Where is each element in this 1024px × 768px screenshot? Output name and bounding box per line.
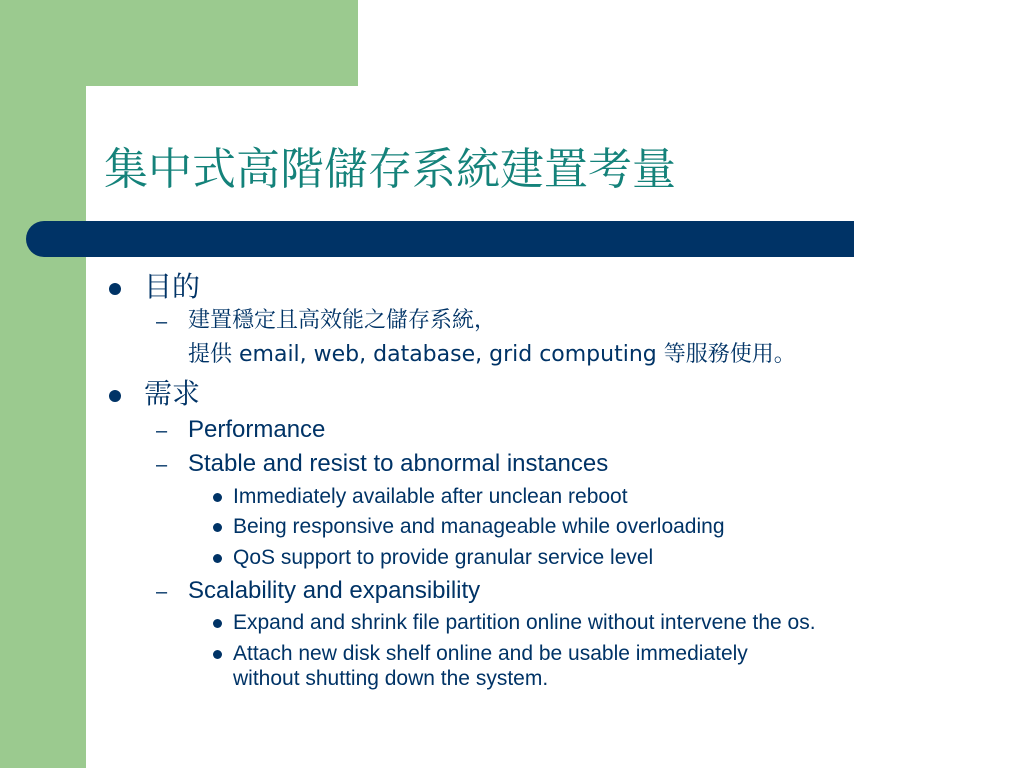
item-attach-disk: Attach new disk shelf online and be usable immediately <box>233 642 748 665</box>
bullet-dot <box>213 493 222 502</box>
sub-bullet-performance: Performance <box>188 416 326 443</box>
sub-bullet-purpose-line1: 建置穩定且高效能之儲存系統， <box>188 308 497 333</box>
dash-marker: – <box>156 454 168 476</box>
item-attach-disk-cont: without shutting down the system. <box>233 667 549 690</box>
bullet-dot <box>213 619 222 628</box>
dash-marker: – <box>156 581 168 603</box>
bullet-requirements: 需求 <box>144 377 201 410</box>
dash-marker: – <box>156 311 168 333</box>
dash-marker: – <box>156 420 168 442</box>
bullet-purpose: 目的 <box>144 270 201 303</box>
item-responsive: Being responsive and manageable while overloading <box>233 515 725 538</box>
bullet-dot <box>213 523 222 532</box>
bullet-dot <box>109 390 121 402</box>
sub-bullet-purpose-line2: 提供 email, web, database, grid computing 等服務使用。 <box>188 342 796 367</box>
slide-title: 集中式高階儲存系統建置考量 <box>104 144 676 195</box>
item-expand-shrink: Expand and shrink file partition online without intervene the os. <box>233 611 816 634</box>
item-unclean-reboot: Immediately available after unclean reboot <box>233 485 628 508</box>
bullet-dot <box>213 650 222 659</box>
item-qos: QoS support to provide granular service level <box>233 546 654 569</box>
bullet-dot <box>109 283 121 295</box>
bullet-dot <box>213 554 222 563</box>
sub-bullet-scalability: Scalability and expansibility <box>188 577 481 604</box>
sub-bullet-stable: Stable and resist to abnormal instances <box>188 450 609 477</box>
